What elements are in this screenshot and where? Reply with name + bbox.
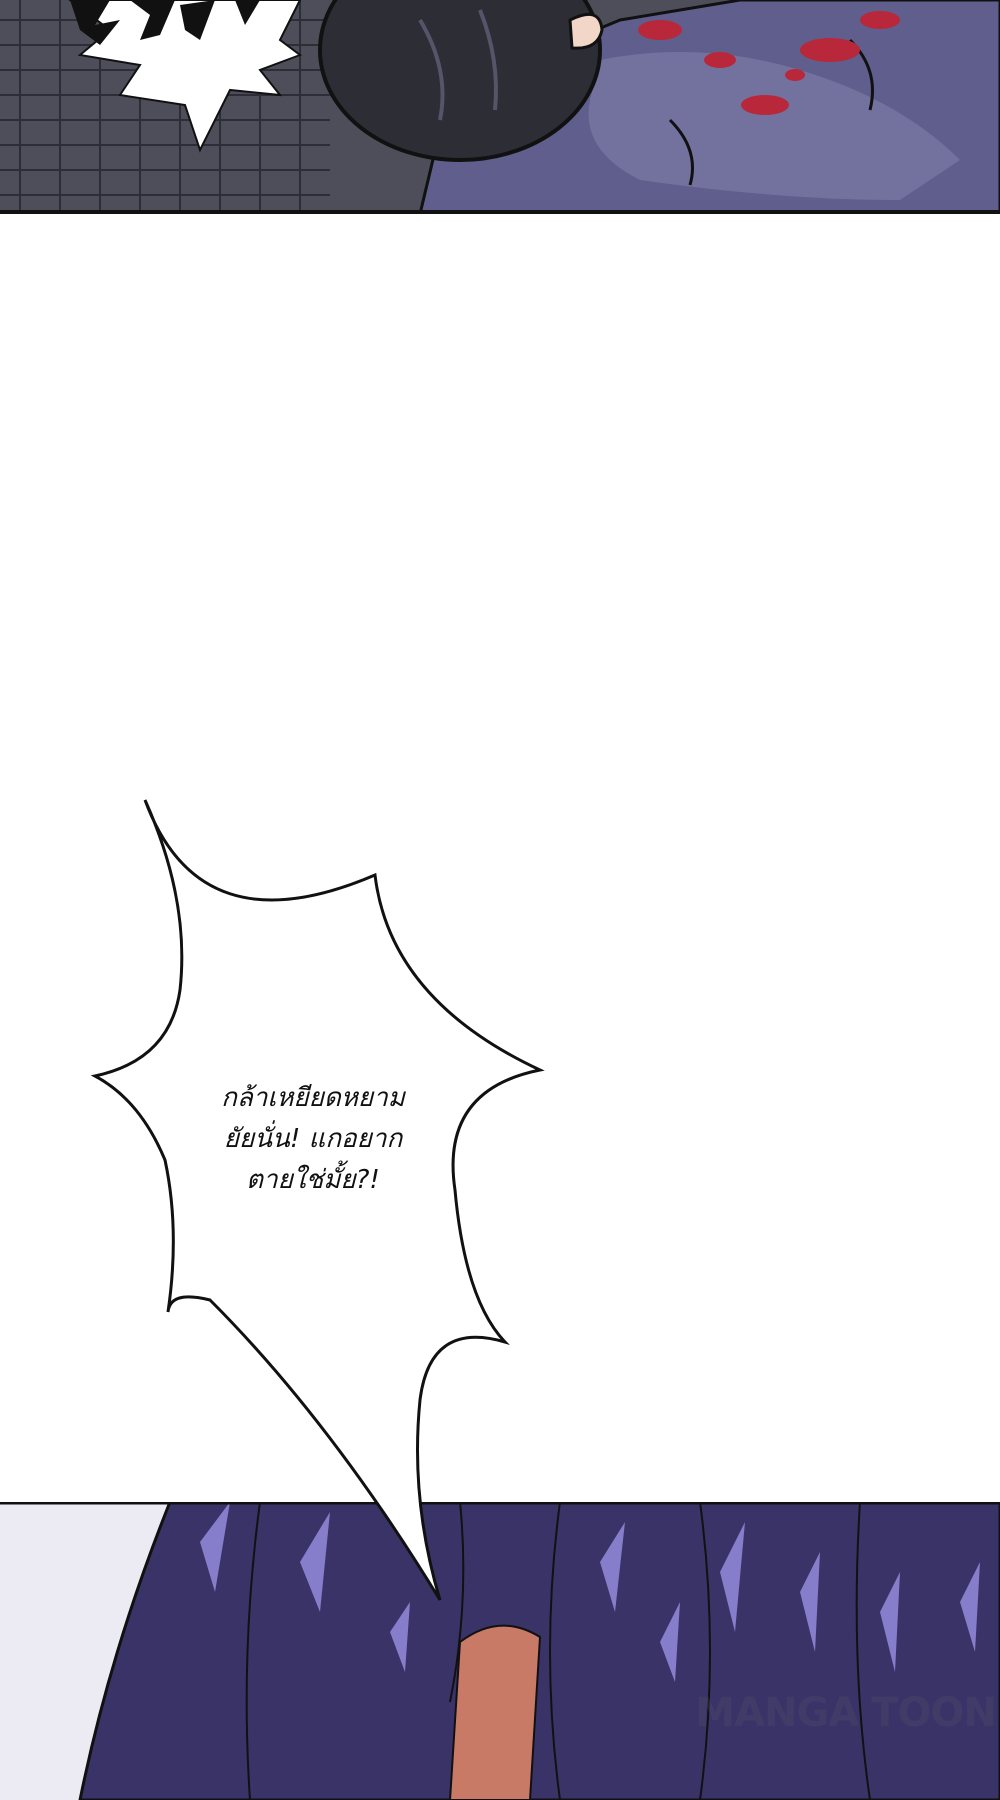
speech-bubble-text <box>178 1078 448 1201</box>
top-panel-art <box>0 0 1000 214</box>
speech-line-2: ยัยนั่น! แกอยาก <box>223 1124 403 1154</box>
watermark: MANGA TOON <box>695 1690 996 1736</box>
skin-forehead <box>450 1626 540 1800</box>
speech-line-1: กล้าเหยียดหยาม <box>221 1083 405 1113</box>
speech-line-3: ตายใช่มั้ย?! <box>246 1165 380 1195</box>
top-panel <box>0 0 1000 214</box>
